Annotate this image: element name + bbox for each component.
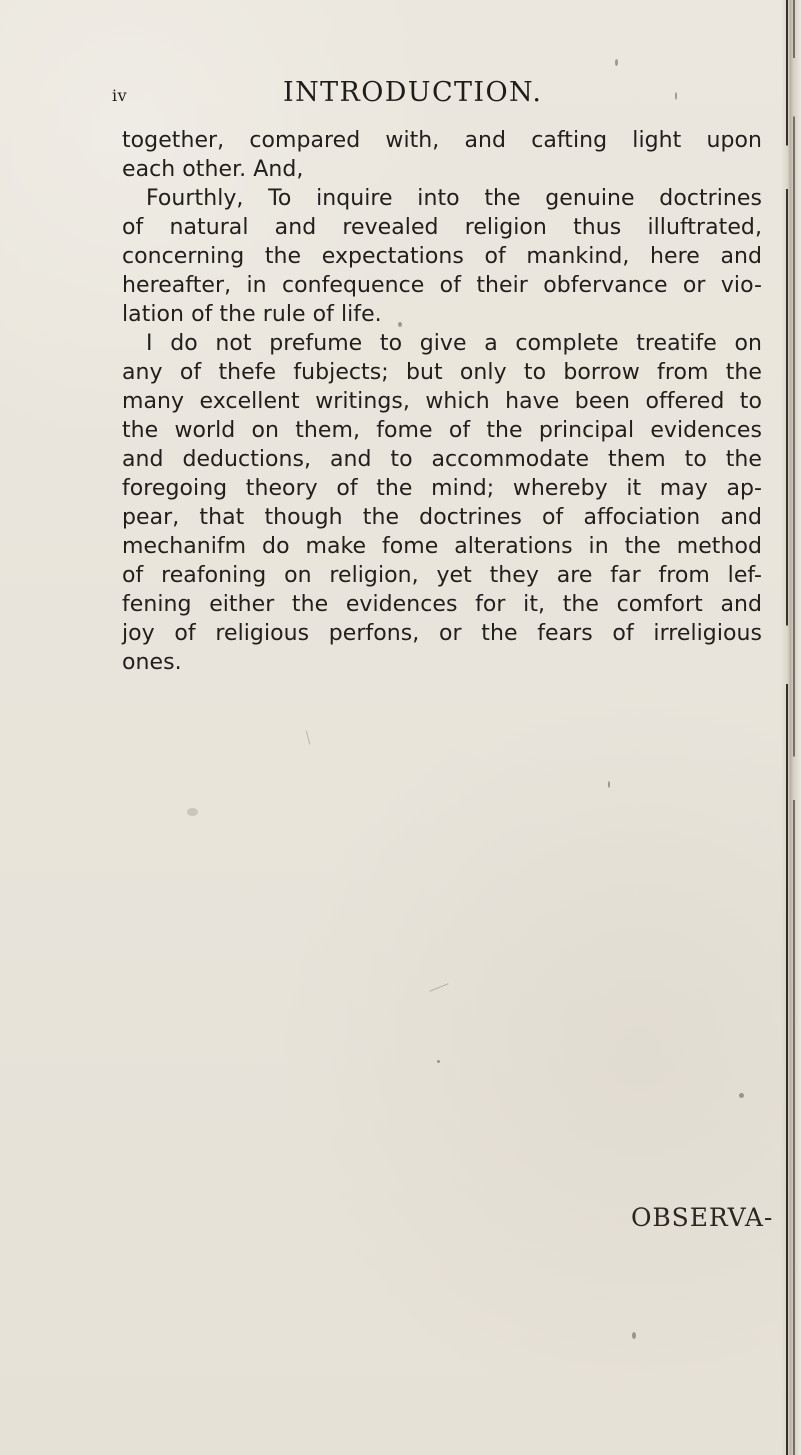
page-header <box>0 79 801 115</box>
body-line: mechanifm do make fome alterations in the method <box>122 534 762 559</box>
body-line: I do not prefume to give a complete treatife on <box>146 331 762 356</box>
body-line: of natural and revealed religion thus illuftrated, <box>122 215 762 240</box>
paper-fiber <box>430 983 449 991</box>
page-number: iv <box>112 86 128 105</box>
body-line: each other. And, <box>122 157 304 182</box>
body-line: Fourthly, To inquire into the genuine doctrines <box>146 186 762 211</box>
body-line: fening either the evidences for it, the comfort and <box>122 592 762 617</box>
paper-fiber <box>306 731 311 745</box>
body-line: the world on them, fome of the principal evidences <box>122 418 762 443</box>
paper-speck <box>739 1093 744 1098</box>
body-line: lation of the rule of life. <box>122 302 382 327</box>
body-line: joy of religious perfons, or the fears of irreligious <box>122 621 762 646</box>
body-line: pear, that though the doctrines of affociation and <box>122 505 762 530</box>
body-line: and deductions, and to accommodate them to the <box>122 447 762 472</box>
body-line: hereafter, in confequence of their obfervance or vio- <box>122 273 762 298</box>
paper-speck <box>398 322 402 327</box>
body-line: concerning the expectations of mankind, here and <box>122 244 762 269</box>
body-line: any of thefe fubjects; but only to borrow from the <box>122 360 762 385</box>
body-line: of reafoning on religion, yet they are far from lef- <box>122 563 762 588</box>
book-fore-edge <box>782 0 801 1455</box>
body-line: foregoing theory of the mind; whereby it may ap- <box>122 476 762 501</box>
body-line: many excellent writings, which have been offered to <box>122 389 762 414</box>
paper-speck <box>187 808 198 816</box>
body-line: together, compared with, and cafting light upon <box>122 128 762 153</box>
paper-speck <box>608 781 610 788</box>
paper-speck <box>615 59 618 66</box>
body-line: ones. <box>122 650 182 675</box>
catchword: OBSERVA- <box>631 1203 774 1232</box>
paper-speck <box>632 1332 636 1339</box>
page-body <box>122 126 762 677</box>
paper-speck <box>437 1060 440 1063</box>
running-title: INTRODUCTION. <box>283 77 543 108</box>
paper-speck <box>675 92 677 100</box>
